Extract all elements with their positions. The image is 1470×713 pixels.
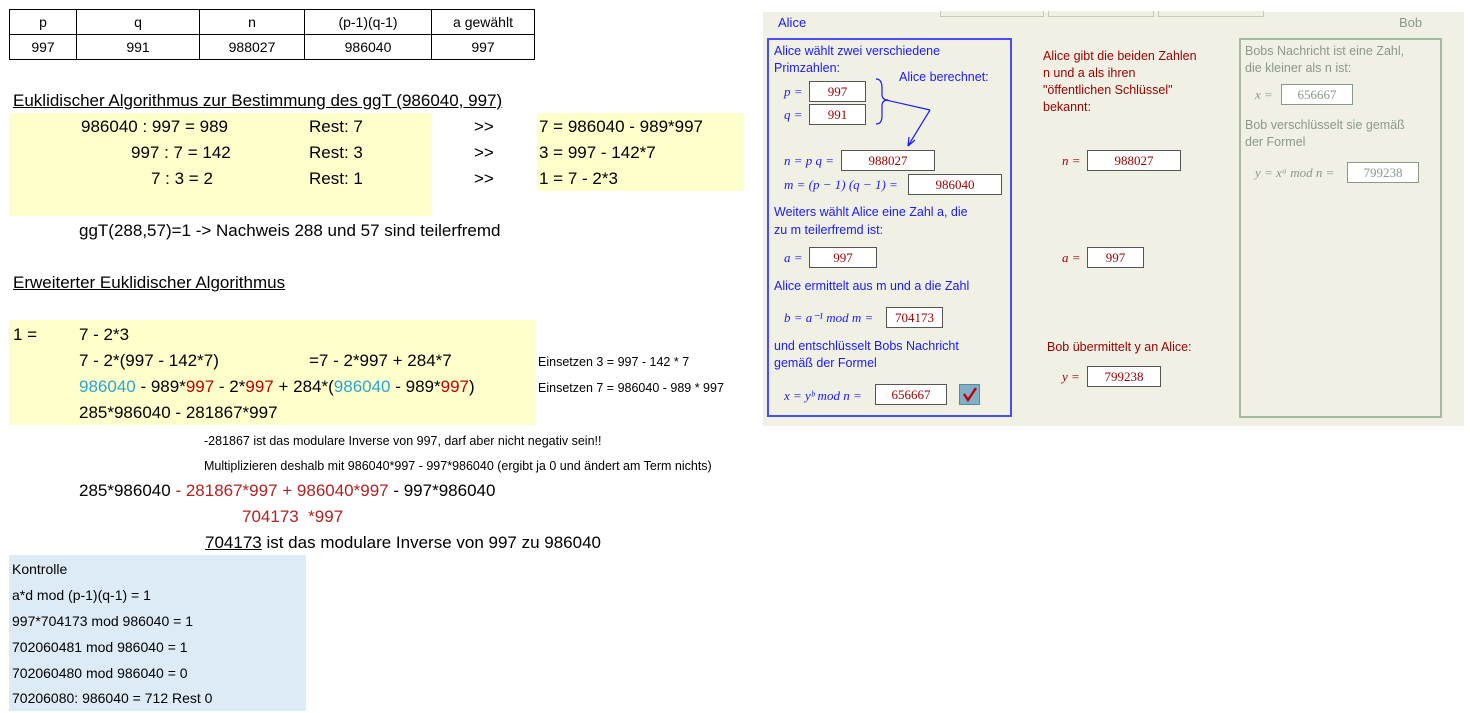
public-n-label: n =	[1062, 153, 1081, 168]
ggt-note: ggT(288,57)=1 -> Nachweis 288 und 57 sind teilerfremd	[79, 221, 501, 240]
alice-x-intro-2: gemäß der Formel	[774, 356, 877, 370]
parameter-table	[9, 9, 535, 60]
result-text: ist das modulare Inverse von 997 zu 986040	[261, 533, 602, 552]
euclid-div-2: 997 : 7 = 142	[131, 143, 231, 162]
ext-line1-rhs: 7 - 2*3	[79, 325, 130, 344]
header-phi: (p-1)(q-1)	[305, 10, 432, 35]
alice-q-label: q =	[784, 107, 803, 122]
ext-line3-part: 997	[245, 377, 274, 396]
kontrolle-line: 997*704173 mod 986040 = 1	[12, 613, 193, 629]
bob-x-label: x =	[1255, 87, 1273, 102]
ext-line4: 285*986040 - 281867*997	[79, 403, 278, 422]
value-q: 991	[77, 35, 200, 60]
kontrolle-line: 70206080: 986040 = 712 Rest 0	[12, 690, 213, 706]
ext-line1-lhs: 1 =	[13, 325, 38, 344]
euclid-expr-3: 1 = 7 - 2*3	[539, 169, 618, 188]
header-n: n	[200, 10, 305, 35]
ext-line2-a: 7 - 2*(997 - 142*7)	[79, 351, 219, 370]
check-button[interactable]	[959, 384, 980, 405]
ext-line3-part: )	[468, 377, 475, 396]
kontrolle-line: Kontrolle	[12, 561, 68, 577]
bob-title: Bob	[1399, 15, 1423, 30]
bob-text-1: Bobs Nachricht ist eine Zahl,	[1245, 44, 1405, 58]
ext-line3-part: 986040	[333, 377, 391, 396]
bob-y-field[interactable]: 799238	[1347, 162, 1419, 183]
public-y-text: Bob übermittelt y an Alice:	[1047, 340, 1192, 354]
ext-line3-part: - 989*	[390, 377, 441, 396]
header-a: a gewählt	[432, 10, 535, 35]
extended-title: Erweiterter Euklidischer Algorithmus	[13, 273, 286, 292]
kontrolle-box	[9, 555, 306, 711]
public-n-field[interactable]: 988027	[1087, 150, 1181, 171]
ext-line3-part: - 2*	[214, 377, 246, 396]
value-n: 988027	[200, 35, 305, 60]
public-text-2: n und a als ihren	[1043, 66, 1136, 80]
public-y-label: y =	[1062, 369, 1080, 384]
public-text-4: bekannt:	[1043, 100, 1091, 114]
public-a-field[interactable]: 997	[1087, 247, 1144, 268]
bob-y-label: y = xᵃ mod n =	[1255, 165, 1335, 180]
note-multiply: Multiplizieren deshalb mit 986040*997 - 997*986040 (ergibt ja 0 und ändert am Term nichts)	[204, 459, 712, 473]
euclid-arrow-3: >>	[474, 169, 494, 188]
euclid-rest-1: Rest: 7	[309, 117, 363, 136]
alice-b-field[interactable]: 704173	[886, 307, 943, 328]
bob-enc-text-2: der Formel	[1245, 135, 1306, 149]
euclid-arrow-1: >>	[474, 117, 494, 136]
alice-n-field[interactable]: 988027	[841, 150, 935, 171]
note-negative-inverse: -281867 ist das modulare Inverse von 997, darf aber nicht negativ sein!!	[204, 434, 602, 448]
euclid-div-3: 7 : 3 = 2	[151, 169, 213, 188]
ext-line3-part: 986040	[79, 377, 136, 396]
applet-tab[interactable]	[1158, 11, 1264, 17]
value-p: 997	[10, 35, 77, 60]
ext-line3-part: - 989*	[135, 377, 186, 396]
checkmark-icon	[960, 385, 979, 404]
alice-a-intro-1: Weiters wählt Alice eine Zahl a, die	[774, 205, 968, 219]
alice-title: Alice	[778, 15, 807, 30]
alice-a-intro-2: zu m teilerfremd ist:	[774, 223, 884, 237]
alice-x-label: x = yᵇ mod n =	[784, 388, 862, 403]
result-number: 704173	[205, 533, 262, 552]
alice-a-label: a =	[784, 250, 803, 265]
alice-n-label: n = p q =	[784, 153, 835, 168]
bob-text-2: die kleiner als n ist:	[1245, 61, 1352, 75]
value-phi: 986040	[305, 35, 432, 60]
kontrolle-line: 702060481 mod 986040 = 1	[12, 639, 188, 655]
euclid-title: Euklidischer Algorithmus zur Bestimmung des ggT (986040, 997)	[13, 91, 503, 110]
applet-tab[interactable]	[1048, 11, 1154, 17]
euclid-rest-3: Rest: 1	[309, 169, 363, 188]
public-y-field[interactable]: 799238	[1087, 366, 1161, 387]
alice-p-field[interactable]: 997	[809, 81, 866, 102]
ext-line3	[79, 377, 475, 397]
alice-q-field[interactable]: 991	[809, 104, 866, 125]
euclid-expr-1: 7 = 986040 - 989*997	[539, 117, 704, 136]
alice-a-field[interactable]: 997	[809, 247, 877, 268]
ext-line5-part: 285*986040	[79, 481, 171, 500]
alice-x-field[interactable]: 656667	[875, 384, 947, 405]
euclid-rest-2: Rest: 3	[309, 143, 363, 162]
table-header-row	[10, 10, 535, 35]
ext-line3-part: + 284*(	[273, 377, 334, 396]
ext-line5-part: - 997*986040	[388, 481, 496, 500]
alice-berechnet: Alice berechnet:	[899, 70, 989, 84]
ext-line2-b: =7 - 2*997 + 284*7	[309, 351, 452, 370]
alice-b-intro: Alice ermittelt aus m und a die Zahl	[774, 279, 970, 293]
table-value-row	[10, 35, 535, 60]
ext-line6: 704173 *997	[242, 507, 344, 526]
result-line	[205, 533, 601, 553]
euclid-div-1: 986040 : 997 = 989	[81, 117, 228, 136]
bob-enc-text-1: Bob verschlüsselt sie gemäß	[1245, 118, 1405, 132]
public-text-1: Alice gibt die beiden Zahlen	[1043, 49, 1197, 63]
kontrolle-line: a*d mod (p-1)(q-1) = 1	[12, 587, 151, 603]
alice-intro-2: Primzahlen:	[774, 61, 840, 75]
alice-intro-1: Alice wählt zwei verschiedene	[774, 44, 941, 58]
header-p: p	[10, 10, 77, 35]
alice-b-label: b = a⁻¹ mod m =	[784, 310, 874, 325]
kontrolle-line: 702060480 mod 986040 = 0	[12, 665, 188, 681]
ext-line5	[79, 481, 495, 501]
applet-tab[interactable]	[940, 11, 1044, 17]
ext-line3-part: 997	[440, 377, 469, 396]
ext-line2-note: Einsetzen 3 = 997 - 142 * 7	[538, 355, 690, 369]
header-q: q	[77, 10, 200, 35]
bob-x-field[interactable]: 656667	[1281, 84, 1353, 105]
ext-line5-part: - 281867*997 + 986040*997	[170, 481, 389, 500]
brace-arrow-icon	[868, 76, 938, 154]
public-text-3: "öffentlichen Schlüssel"	[1043, 83, 1173, 97]
alice-p-label: p =	[784, 84, 803, 99]
value-a: 997	[432, 35, 535, 60]
alice-x-intro-1: und entschlüsselt Bobs Nachricht	[774, 339, 959, 353]
public-a-label: a =	[1062, 250, 1081, 265]
ext-line3-part: 997	[185, 377, 215, 396]
euclid-expr-2: 3 = 997 - 142*7	[539, 143, 656, 162]
alice-m-field[interactable]: 986040	[908, 174, 1002, 195]
alice-m-label: m = (p − 1) (q − 1) =	[784, 177, 898, 192]
euclid-arrow-2: >>	[474, 143, 494, 162]
ext-line3-note: Einsetzen 7 = 986040 - 989 * 997	[538, 381, 724, 395]
